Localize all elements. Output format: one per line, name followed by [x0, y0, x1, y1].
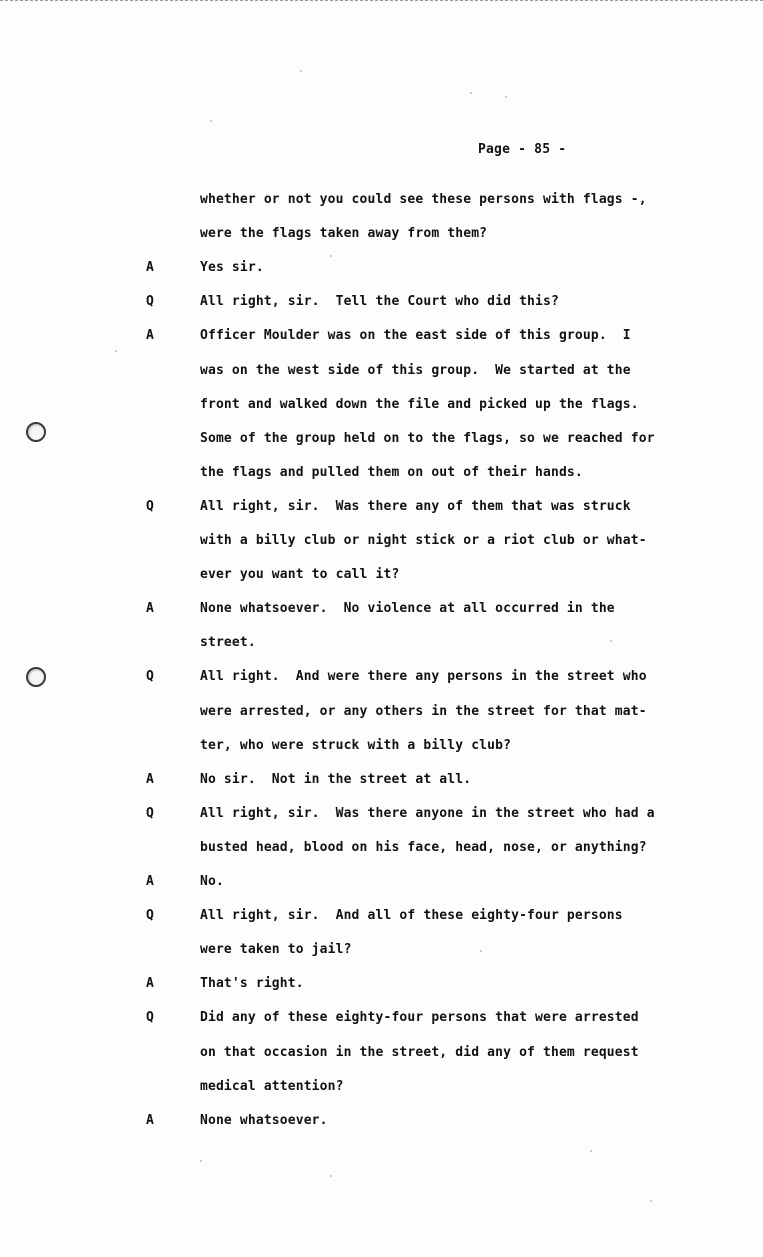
- question-line: ter, who were struck with a billy club?: [200, 737, 512, 753]
- scan-speck: [210, 120, 212, 122]
- scan-speck: [200, 1160, 202, 1162]
- question-line: were taken to jail?: [200, 942, 352, 958]
- question-line: on that occasion in the street, did any of them request: [200, 1044, 639, 1060]
- answer-marker: A: [146, 601, 154, 617]
- question-marker: Q: [146, 669, 154, 685]
- question-marker: Q: [146, 1010, 154, 1026]
- answer-line: the flags and pulled them on out of their hands.: [200, 464, 583, 480]
- scan-speck: [300, 70, 302, 72]
- continuation-line: whether or not you could see these persons with flags -,: [200, 192, 647, 207]
- question-marker: Q: [146, 294, 154, 310]
- scan-speck: [650, 1200, 652, 1202]
- answer-line: front and walked down the file and picked up the flags.: [200, 396, 639, 412]
- question-line: ever you want to call it?: [200, 567, 400, 583]
- scan-speck: [590, 1150, 592, 1152]
- answer-line: None whatsoever.: [200, 1112, 328, 1128]
- scan-speck: [505, 96, 507, 98]
- answer-marker: A: [146, 874, 154, 889]
- page-top-edge: [0, 0, 763, 1]
- punch-hole-top: [26, 422, 46, 442]
- scan-speck: [470, 92, 472, 94]
- scan-speck: [330, 255, 332, 257]
- page-number: Page - 85 -: [478, 142, 567, 157]
- question-line: were arrested, or any others in the street for that mat-: [200, 703, 647, 719]
- answer-line: street.: [200, 635, 256, 651]
- punch-hole-bottom: [26, 667, 46, 687]
- question-line: All right, sir. Was there any of them that was struck: [200, 498, 631, 514]
- answer-marker: A: [146, 260, 154, 276]
- answer-line: Yes sir.: [200, 260, 264, 276]
- answer-marker: A: [146, 771, 154, 787]
- question-line: busted head, blood on his face, head, nose, or anything?: [200, 839, 647, 855]
- answer-marker: A: [146, 1112, 154, 1128]
- answer-line: Officer Moulder was on the east side of this group. I: [200, 328, 631, 344]
- question-line: Did any of these eighty-four persons that were arrested: [200, 1010, 639, 1026]
- answer-marker: A: [146, 328, 154, 344]
- question-marker: Q: [146, 498, 154, 514]
- question-marker: Q: [146, 805, 154, 821]
- question-line: All right, sir. Was there anyone in the street who had a: [200, 805, 655, 821]
- question-line: medical attention?: [200, 1078, 344, 1094]
- answer-line: That's right.: [200, 976, 304, 992]
- answer-line: No.: [200, 874, 224, 889]
- question-line: All right, sir. Tell the Court who did this?: [200, 294, 559, 310]
- question-line: All right, sir. And all of these eighty-four persons: [200, 908, 623, 924]
- answer-line: Some of the group held on to the flags, so we reached for: [200, 430, 655, 446]
- question-marker: Q: [146, 908, 154, 924]
- scan-speck: [610, 640, 612, 642]
- continuation-line: were the flags taken away from them?: [200, 226, 488, 242]
- scan-speck: [480, 950, 482, 952]
- scan-speck: [115, 350, 117, 352]
- answer-line: None whatsoever. No violence at all occurred in the: [200, 601, 615, 617]
- answer-line: No sir. Not in the street at all.: [200, 771, 472, 787]
- question-line: All right. And were there any persons in the street who: [200, 669, 647, 685]
- question-line: with a billy club or night stick or a riot club or what-: [200, 533, 647, 548]
- answer-marker: A: [146, 976, 154, 992]
- answer-line: was on the west side of this group. We started at the: [200, 362, 631, 378]
- scan-speck: [330, 1175, 332, 1177]
